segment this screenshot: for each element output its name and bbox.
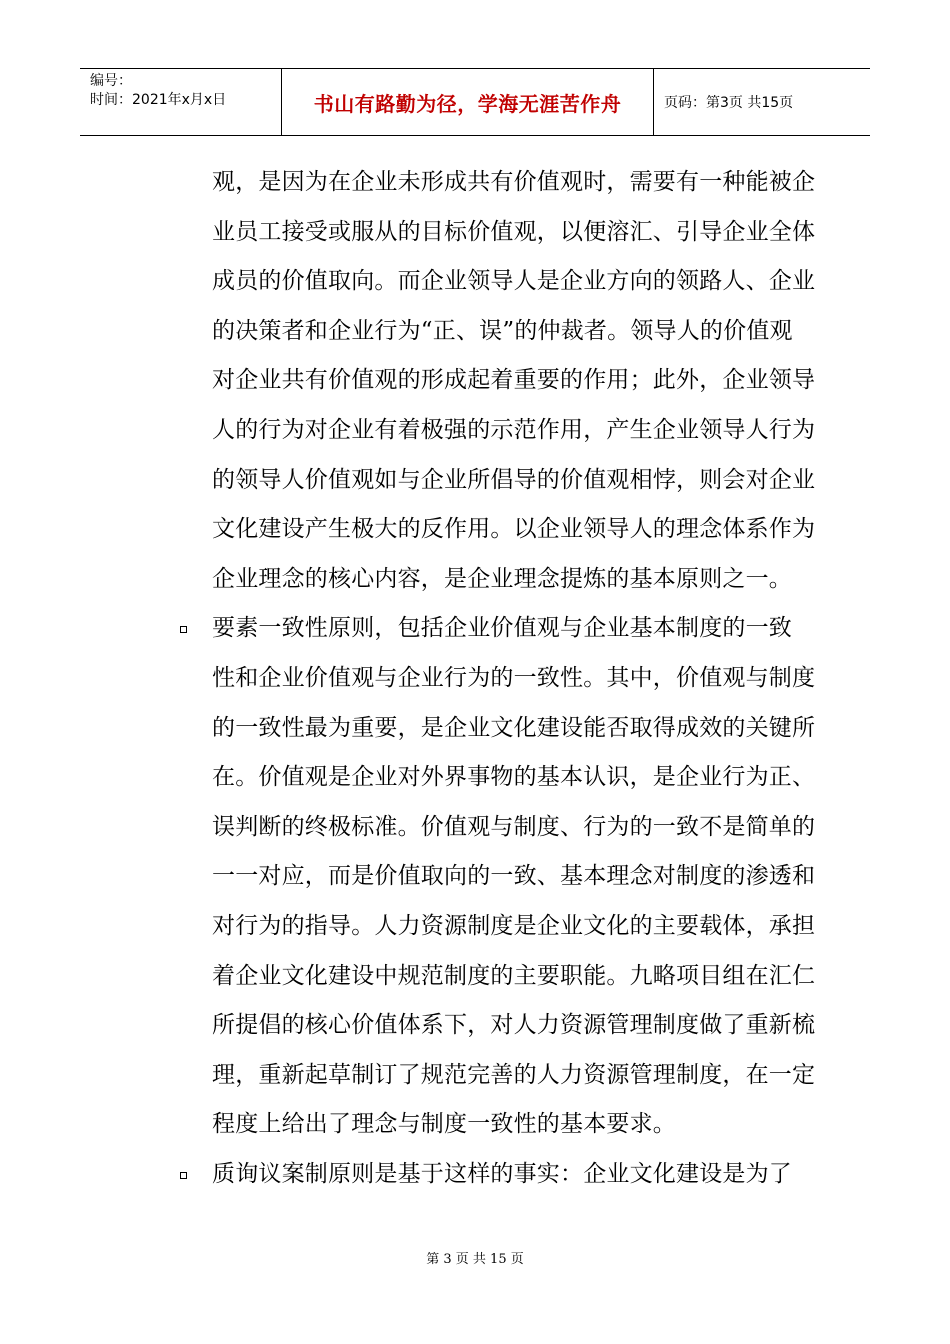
paragraph-line: 观，是因为在企业未形成共有价值观时，需要有一种能被企 xyxy=(212,169,816,195)
page-header xyxy=(80,68,870,136)
document-number-label: 编号： xyxy=(90,73,132,89)
document-date: 时间：2021年x月x日 xyxy=(90,92,227,108)
header-page-code: 页码：第3页 共15页 xyxy=(664,95,794,111)
paragraph-line: 企业理念的核心内容，是企业理念提炼的基本原则之一。 xyxy=(212,565,792,592)
paragraph-line: 理，重新起草制订了规范完善的人力资源管理制度，在一定 xyxy=(212,1061,816,1088)
list-bullet xyxy=(180,626,187,633)
header-motto: 书山有路勤为径，学海无涯苦作舟 xyxy=(313,91,622,116)
paragraph-line: 的决策者和企业行为“正、误”的仲裁者。领导人的价值观 xyxy=(212,317,793,344)
paragraph-line: 人的行为对企业有着极强的示范作用，产生企业领导人行为 xyxy=(212,417,816,443)
paragraph-line: 所提倡的核心价值体系下，对人力资源管理制度做了重新梳 xyxy=(212,1012,816,1039)
paragraph-line: 着企业文化建设中规范制度的主要职能。九略项目组在汇仁 xyxy=(212,962,816,989)
paragraph-line: 的一致性最为重要，是企业文化建设能否取得成效的关键所 xyxy=(212,714,816,741)
paragraph-line: 在。价值观是企业对外界事物的基本认识，是企业行为正、 xyxy=(212,764,816,791)
paragraph-line: 误判断的终极标准。价值观与制度、行为的一致不是简单的 xyxy=(212,813,816,840)
header-motto-cell xyxy=(282,69,654,135)
paragraph-line: 质询议案制原则是基于这样的事实：企业文化建设是为了 xyxy=(212,1161,792,1187)
page-footer: 第 3 页 共 15 页 xyxy=(426,1252,524,1267)
paragraph-line: 性和企业价值观与企业行为的一致性。其中，价值观与制度 xyxy=(212,665,816,691)
paragraph-line: 对行为的指导。人力资源制度是企业文化的主要载体，承担 xyxy=(212,913,816,939)
paragraph-line: 要素一致性原则，包括企业价值观与企业基本制度的一致 xyxy=(212,615,792,642)
paragraph-line: 一一对应，而是价值取向的一致、基本理念对制度的渗透和 xyxy=(212,863,816,890)
paragraph-line: 的领导人价值观如与企业所倡导的价值观相悖，则会对企业 xyxy=(212,466,816,493)
paragraph-line: 程度上给出了理念与制度一致性的基本要求。 xyxy=(212,1111,676,1138)
paragraph-line: 业员工接受或服从的目标价值观，以便溶汇、引导企业全体 xyxy=(212,218,816,245)
header-meta xyxy=(80,69,282,135)
paragraph-line: 对企业共有价值观的形成起着重要的作用；此外，企业领导 xyxy=(212,367,816,394)
paragraph-line: 文化建设产生极大的反作用。以企业领导人的理念体系作为 xyxy=(212,516,816,543)
list-bullet xyxy=(180,1172,187,1179)
paragraph-line: 成员的价值取向。而企业领导人是企业方向的领路人、企业 xyxy=(212,268,816,295)
